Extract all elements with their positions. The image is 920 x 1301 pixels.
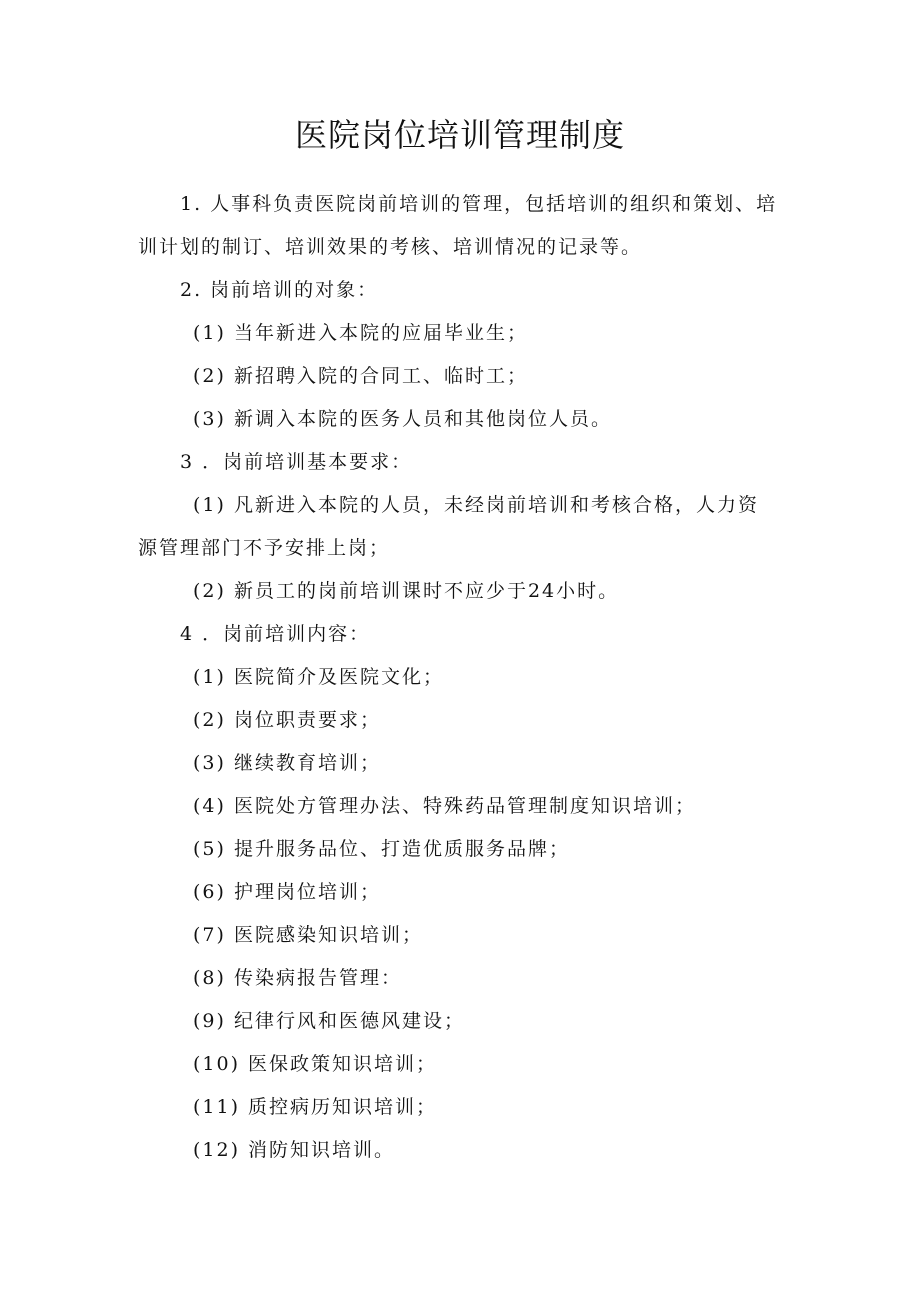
paragraph-4-heading: 4 ．岗前培训内容： (180, 623, 371, 645)
paragraph-1: 1. 人事科负责医院岗前培训的管理，包括培训的组织和策划、培训计划的制订、培训效果的考核、培训情况的记录等。 (138, 193, 778, 258)
paragraph-2-heading: 2. 岗前培训的对象： (180, 279, 379, 301)
paragraph-4-item-8: (8) 传染病报告管理： (193, 967, 402, 989)
paragraph-4-item-9: (9) 纪律行风和医德风建设； (193, 1010, 465, 1032)
paragraph-4-item-4: (4) 医院处方管理办法、特殊药品管理制度知识培训； (193, 795, 696, 817)
paragraph-4-item-7: (7) 医院感染知识培训； (193, 924, 423, 946)
paragraph-2-item-2: (2) 新招聘入院的合同工、临时工； (193, 365, 528, 387)
paragraph-2-item-1: (1) 当年新进入本院的应届毕业生； (193, 322, 528, 344)
paragraph-3-heading: 3 ．岗前培训基本要求： (180, 451, 413, 473)
paragraph-4-item-12: (12) 消防知识培训。 (193, 1139, 396, 1161)
paragraph-3-item-1: (1) 凡新进入本院的人员，未经岗前培训和考核合格，人力资源管理部门不予安排上岗； (138, 494, 759, 559)
paragraph-2-item-3: (3) 新调入本院的医务人员和其他岗位人员。 (193, 408, 612, 430)
page-title: 医院岗位培训管理制度 (294, 116, 625, 154)
paragraph-4-item-11: (11) 质控病历知识培训； (193, 1096, 438, 1118)
document-body (138, 183, 778, 1172)
paragraph-4-item-10: (10) 医保政策知识培训； (193, 1053, 438, 1075)
paragraph-4-item-1: (1) 医院简介及医院文化； (193, 666, 444, 688)
paragraph-4-item-6: (6) 护理岗位培训； (193, 881, 381, 903)
paragraph-4-item-2: (2) 岗位职责要求； (193, 709, 381, 731)
paragraph-3-item-2: (2) 新员工的岗前培训课时不应少于24小时。 (193, 580, 620, 602)
paragraph-4-item-5: (5) 提升服务品位、打造优质服务品牌； (193, 838, 570, 860)
paragraph-4-item-3: (3) 继续教育培训； (193, 752, 381, 774)
